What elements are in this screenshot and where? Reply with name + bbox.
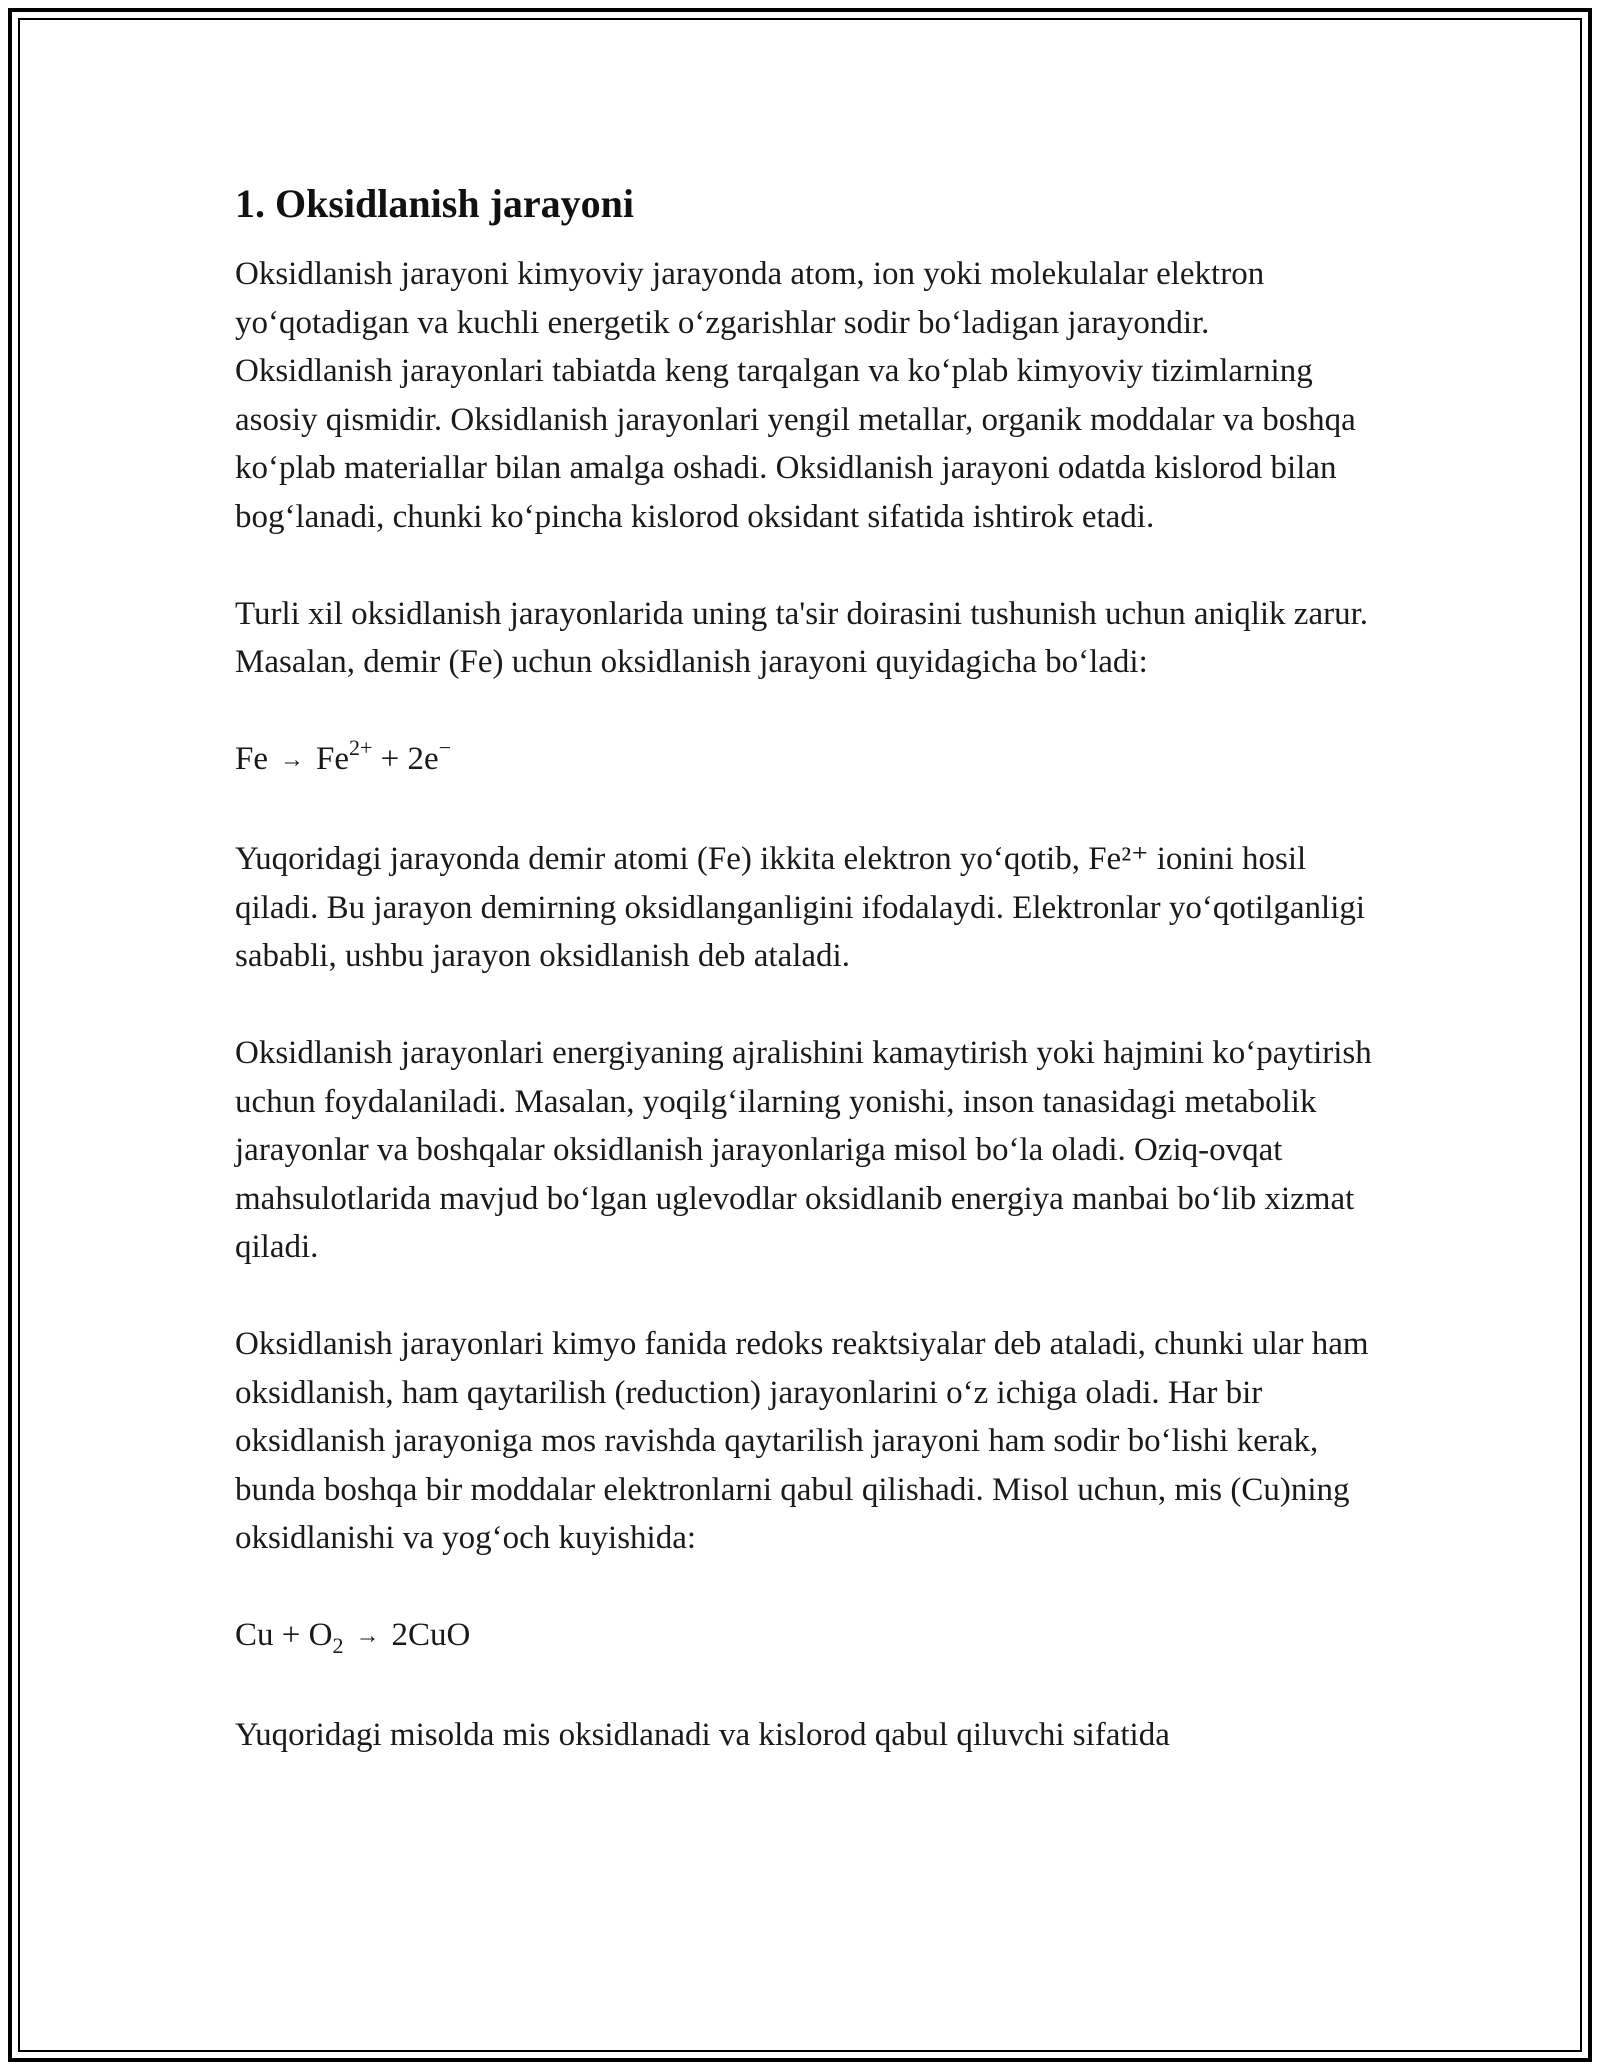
paragraph-copper-explanation: Yuqoridagi misolda mis oksidlanadi va kislorod qabul qiluvchi sifatida [235,1717,1170,1753]
paragraph-redox: Oksidlanish jarayonlari kimyo fanida redoks reaktsiyalar deb ataladi, chunki ular ham oksidlanish, ham qaytarilish (reduction) jarayonlarini o‘z ichiga oladi. Har bir oksidlanish jarayoniga mos ravishda qaytarilish jarayoni ham sodir bo‘lishi kerak, bunda boshqa bir moddalar elektronlarni qabul qilishadi. Misol uchun, mis (Cu)ning oksidlanishi va yog‘och kuyishida: [235,1326,1369,1556]
reaction-arrow-icon: → [355,1623,380,1649]
electron-charge: − [438,735,452,760]
paragraph-energy-uses: Oksidlanish jarayonlari energiyaning ajralishini kamaytirish yoki hajmini ko‘paytirish uchun foydalaniladi. Masalan, yoqilg‘ilarning yonishi, inson tanasidagi metabolik jarayonlar va boshqalar oksidlanish jarayonlariga misol bo‘la oladi. Oziq-ovqat mahsulotlarida mavjud bo‘lgan uglevodlar oksidlanib energiya manbai bo‘lib xizmat qiladi. [235,1035,1372,1265]
reaction-arrow-icon: → [280,747,304,773]
section-heading: 1. Oksidlanish jarayoni [235,181,635,226]
equation-electrons: + 2e [380,741,439,777]
equation-iron-oxidation [235,735,1375,787]
paragraph-intro: Oksidlanish jarayoni kimyoviy jarayonda atom, ion yoki molekulalar elektron yo‘qotadigan va kuchli energetik o‘zgarishlar sodir bo‘ladigan jarayondir. Oksidlanish jarayonlari tabiatda keng tarqalgan va ko‘plab kimyoviy tizimlarning asosiy qismidir. Oksidlanish jarayonlari yengil metallar, organik moddalar va boshqa ko‘plab materiallar bilan amalga oshadi. Oksidlanish jarayoni odatda kislorod bilan bog‘lanadi, chunki ko‘pincha kislorod oksidant sifatida ishtirok etadi. [235,256,1356,535]
document-body [235,180,1375,1808]
equation-reactant: Fe [235,741,268,777]
equation-product: Fe [316,741,349,777]
equation-product: 2CuO [391,1617,471,1653]
equation-reactants: Cu + O [235,1617,333,1653]
paragraph-iron-example: Turli xil oksidlanish jarayonlarida uning ta'sir doirasini tushunish uchun aniqlik zarur. Masalan, demir (Fe) uchun oksidlanish jarayoni quyidagicha bo‘ladi: [235,595,1369,680]
paragraph-iron-explanation: Yuqoridagi jarayonda demir atomi (Fe) ikkita elektron yo‘qotib, Fe²⁺ ionini hosil qiladi. Bu jarayon demirning oksidlanganligini ifodalaydi. Elektronlar yo‘qotilganligi sababli, ushbu jarayon oksidlanish deb ataladi. [235,841,1366,974]
ion-charge: 2+ [349,735,373,760]
oxygen-subscript: 2 [332,1633,344,1658]
equation-copper-oxidation [235,1611,1375,1663]
